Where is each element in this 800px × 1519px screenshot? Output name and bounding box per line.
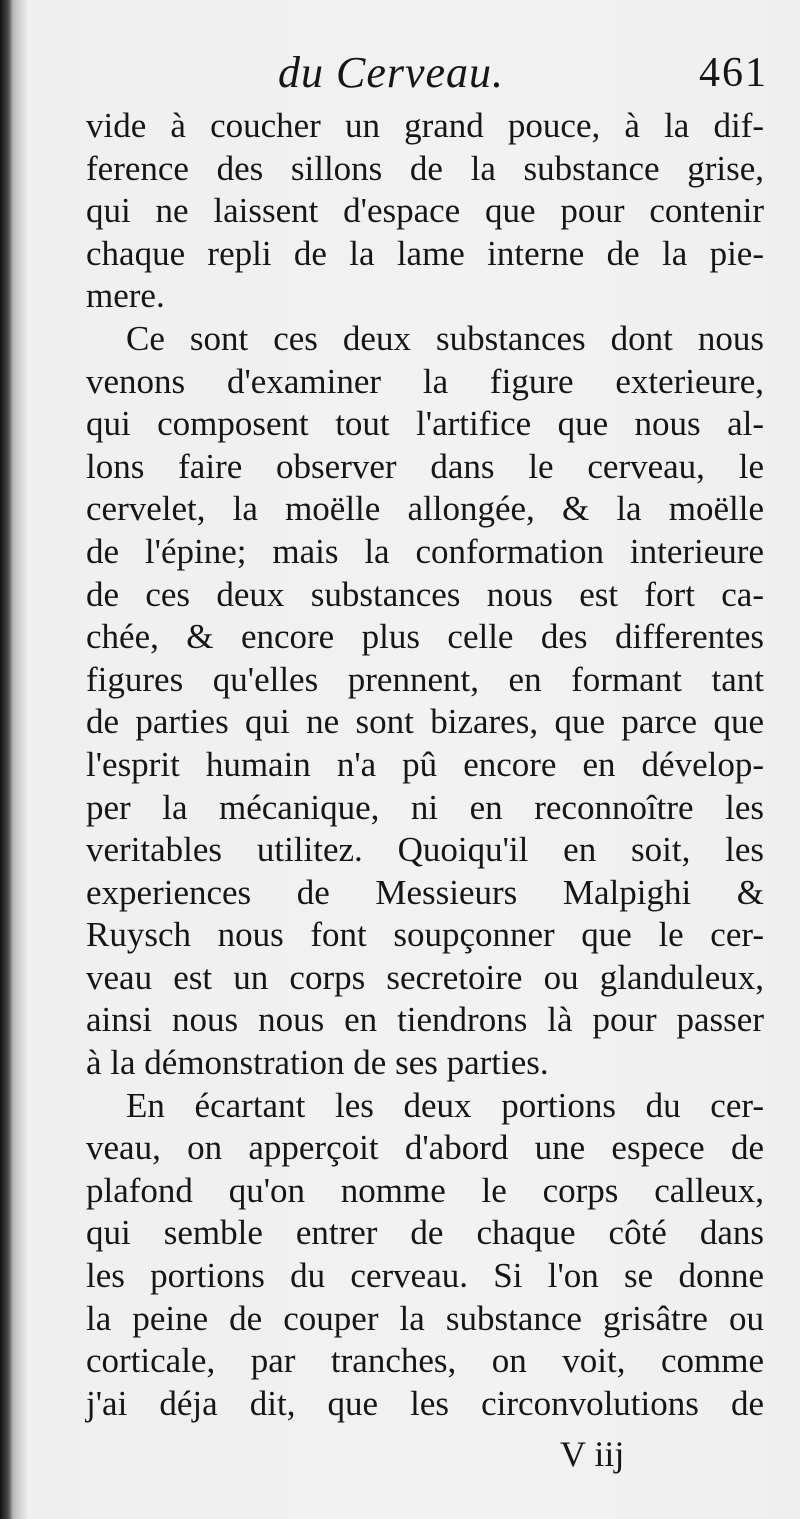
running-title: du Cerveau. — [278, 48, 505, 97]
text-line: chée, & encore plus celle des differentes — [86, 617, 764, 657]
text-line: de ces deux substances nous est fort ca- — [86, 574, 764, 614]
text-line: la peine de couper la substance grisâtre ou — [86, 1298, 764, 1338]
text-line: mere. — [86, 276, 165, 316]
signature-mark: V iij — [560, 1434, 625, 1474]
text-line: qui composent tout l'artifice que nous al- — [86, 404, 764, 444]
text-line: venons d'examiner la figure exterieure, — [86, 361, 764, 401]
text-line: à la démonstration de ses parties. — [86, 1043, 549, 1083]
text-line: veritables utilitez. Quoiqu'il en soit, les — [86, 830, 764, 870]
text-line: de parties qui ne sont bizares, que parce que — [86, 702, 764, 742]
page-header — [88, 48, 768, 98]
body-text — [86, 105, 764, 1425]
text-line: plafond qu'on nomme le corps calleux, — [86, 1170, 764, 1210]
text-line: les portions du cerveau. Si l'on se donne — [86, 1256, 764, 1296]
text-line: j'ai déja dit, que les circonvolutions de — [86, 1383, 764, 1423]
text-line: Ruysch nous font soupçonner que le cer- — [86, 915, 764, 955]
text-line: lons faire observer dans le cerveau, le — [86, 446, 764, 486]
text-line: veau, on apperçoit d'abord une espece de — [86, 1128, 764, 1168]
text-line: per la mécanique, ni en reconnoître les — [86, 787, 764, 827]
text-line: qui semble entrer de chaque côté dans — [86, 1213, 764, 1253]
binding-shadow — [0, 0, 12, 1519]
text-line: veau est un corps secretoire ou glanduleux, — [86, 957, 764, 997]
text-line: l'esprit humain n'a pû encore en dévelop- — [86, 744, 764, 784]
text-line: cervelet, la moëlle allongée, & la moëlle — [86, 489, 764, 529]
text-line: En écartant les deux portions du cer- — [126, 1085, 764, 1125]
text-line: qui ne laissent d'espace que pour contenir — [86, 191, 764, 231]
text-line: figures qu'elles prennent, en formant tant — [86, 659, 764, 699]
text-line: ainsi nous nous en tiendrons là pour passer — [86, 1000, 764, 1040]
text-line: vide à coucher un grand pouce, à la dif- — [86, 106, 764, 145]
text-line: corticale, par tranches, on voit, comme — [86, 1341, 764, 1381]
text-line: chaque repli de la lame interne de la pie- — [86, 233, 764, 273]
text-line: Ce sont ces deux substances dont nous — [126, 318, 764, 358]
page-number: 461 — [699, 50, 768, 96]
text-line: experiences de Messieurs Malpighi & — [86, 872, 764, 912]
text-line: ference des sillons de la substance grise, — [86, 148, 764, 188]
text-line: de l'épine; mais la conformation interieure — [86, 531, 764, 571]
